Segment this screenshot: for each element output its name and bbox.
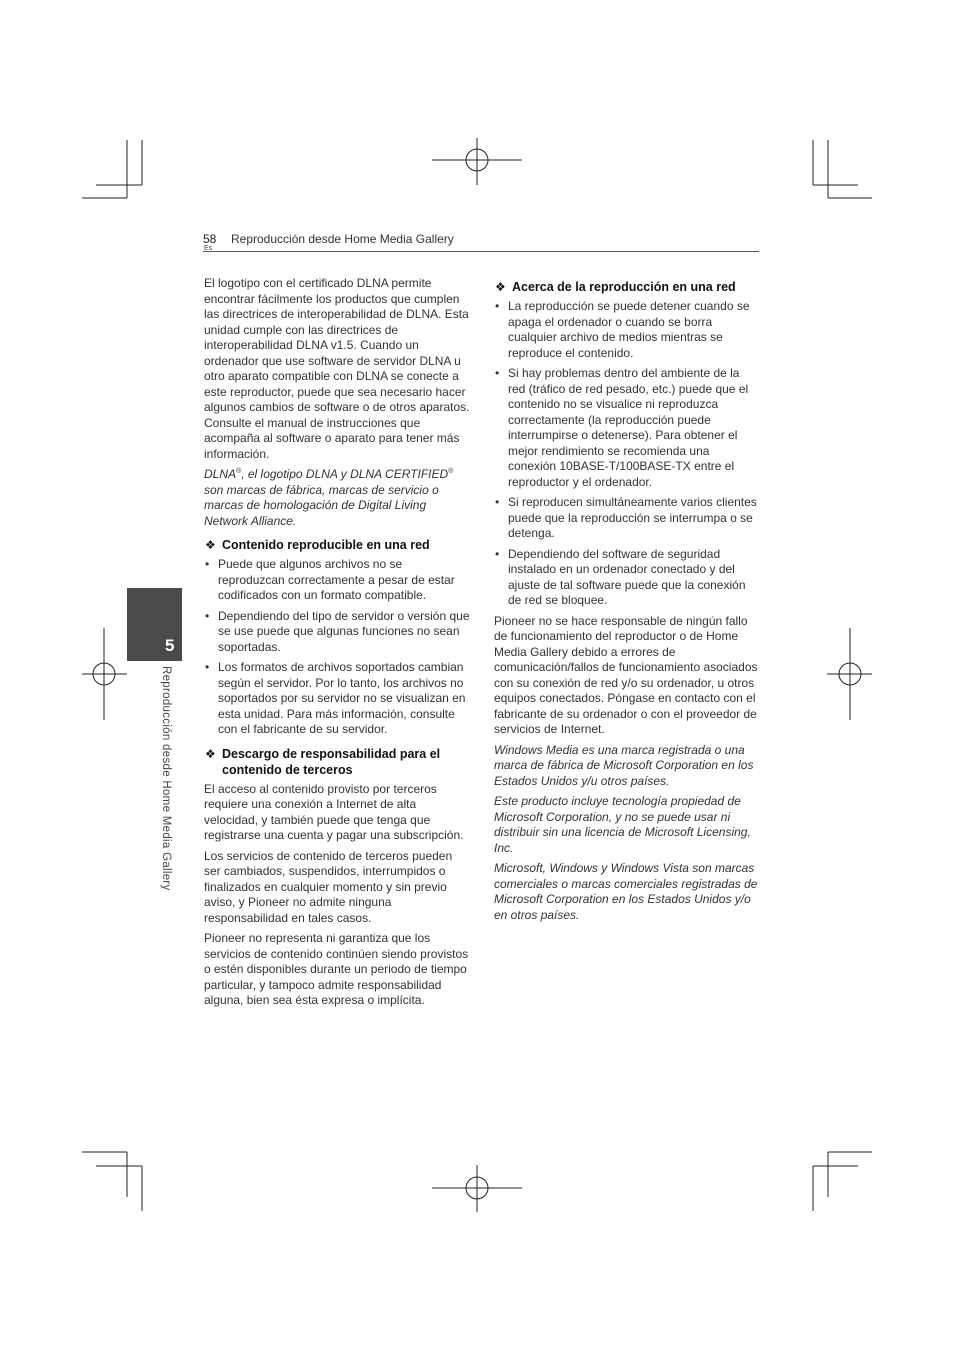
running-title: Reproducción desde Home Media Gallery xyxy=(231,232,454,246)
chapter-number: 5 xyxy=(165,636,175,655)
chapter-side-title: Reproducción desde Home Media Gallery xyxy=(160,666,172,891)
list-item: • Dependiendo del software de seguridad instalado en un ordenador conectado y del ajuste de tal software puede que la conexión de red se bloquee. xyxy=(494,547,760,609)
dlna-intro-paragraph: El logotipo con el certificado DLNA permite encontrar fácilmente los productos que cumplen las directrices de interoperabilidad de DLNA. Esta unidad cumple con las directrices de interoperabilidad DLNA v1.5. Cuando un ordenador que use software de servidor DLNA u otro aparato compatible con DLNA se conecte a este reproductor, puede que sea necesario hacer algunos cambios de software o de otros aparatos. Consulte el manual de instrucciones que acompaña al software o aparato para tener más información. xyxy=(204,276,470,461)
trademark-note: Windows Media es una marca registrada o una marca de fábrica de Microsoft Corporation en los Estados Unidos y/u otros países. xyxy=(494,742,754,788)
left-column xyxy=(204,276,472,1014)
language-code: Es xyxy=(204,245,213,252)
trademark-note: Este producto incluye tecnología propiedad de Microsoft Corporation, y no se puede usar ni distribuir sin una licencia de Microsoft Licensing, Inc. xyxy=(494,794,751,855)
diamond-bullet-icon: ❖ xyxy=(205,538,216,552)
pioneer-disclaimer: Pioneer no se hace responsable de ningún fallo de funcionamiento del reproductor o de Home Media Gallery debido a errores de comunicación/fallos de funcionamiento asociados con su conexión de red y/o su ordenador, u otros equipos conectados. Póngase en contacto con el fabricante de su ordenador o con el proveedor de servicios de Internet. xyxy=(494,613,758,736)
network-playback-list xyxy=(494,299,760,609)
chapter-tab xyxy=(127,588,182,661)
dlna-trademark-note: DLNA®, el logotipo DLNA y DLNA CERTIFIED® son marcas de fábrica, marcas de servicio o marcas de homologación de Digital Living Network Alliance. xyxy=(204,467,454,528)
playable-content-list xyxy=(204,557,472,738)
diamond-bullet-icon: ❖ xyxy=(495,280,506,294)
page-number: 58 xyxy=(203,232,217,246)
paragraph: Pioneer no representa ni garantiza que los servicios de contenido continúen siendo provistos o estén disponibles durante un periodo de tiempo particular, y tampoco admite responsabilidad alguna, bien sea ésta expresa o implícita. xyxy=(204,931,469,1007)
diamond-bullet-icon: ❖ xyxy=(205,746,216,761)
list-item: • Dependiendo del tipo de servidor o versión que se use puede que algunas funciones no sean soportadas. xyxy=(204,609,472,656)
list-item: • Puede que algunos archivos no se reproduzcan correctamente a pesar de estar codificados con un formato compatible. xyxy=(204,557,472,604)
list-item: • La reproducción se puede detener cuando se apaga el ordenador o cuando se borra cualquier archivo de medios mientras se reproduce el contenido. xyxy=(494,299,760,361)
list-item: • Si hay problemas dentro del ambiente de la red (tráfico de red pesado, etc.) puede que el contenido no se visualice ni reproduzca correctamente (la reproducción puede interrumpirse o detenerse). Para obtener el mejor rendimiento se recomienda una conexión 10BASE-T/100BASE-TX entre el reproductor y el ordenador. xyxy=(494,366,760,490)
section-heading-third-party-disclaimer: ❖ Descargo de responsabilidad para el contenido de terceros xyxy=(205,746,441,777)
trademark-note: Microsoft, Windows y Windows Vista son marcas comerciales o marcas comerciales registradas de Microsoft Corporation en los Estados Unidos y/o en otros países. xyxy=(494,861,758,922)
page-header xyxy=(203,230,759,252)
paragraph: El acceso al contenido provisto por terceros requiere una conexión a Internet de alta velocidad, y también puede que tenga que registrarse una cuenta y pagar una subscripción. xyxy=(204,781,464,842)
list-item: • Si reproducen simultáneamente varios clientes puede que la reproducción se interrumpa o se detenga. xyxy=(494,495,760,542)
paragraph: Los servicios de contenido de terceros pueden ser cambiados, suspendidos, interrumpidos o finalizados en cualquier momento y sin previo aviso, y Pioneer no admite ninguna responsabilidad en tales casos. xyxy=(204,848,453,925)
section-heading-playable-content: ❖ Contenido reproducible en una red xyxy=(205,538,430,552)
list-item: • Los formatos de archivos soportados cambian según el servidor. Por lo tanto, los archivos no soportados por su servidor no se visualizan en esta unidad. Para más información, consulte con el fabricante de su servidor. xyxy=(204,660,472,738)
section-heading-network-playback: ❖ Acerca de la reproducción en una red xyxy=(495,280,736,294)
right-column xyxy=(494,279,760,928)
